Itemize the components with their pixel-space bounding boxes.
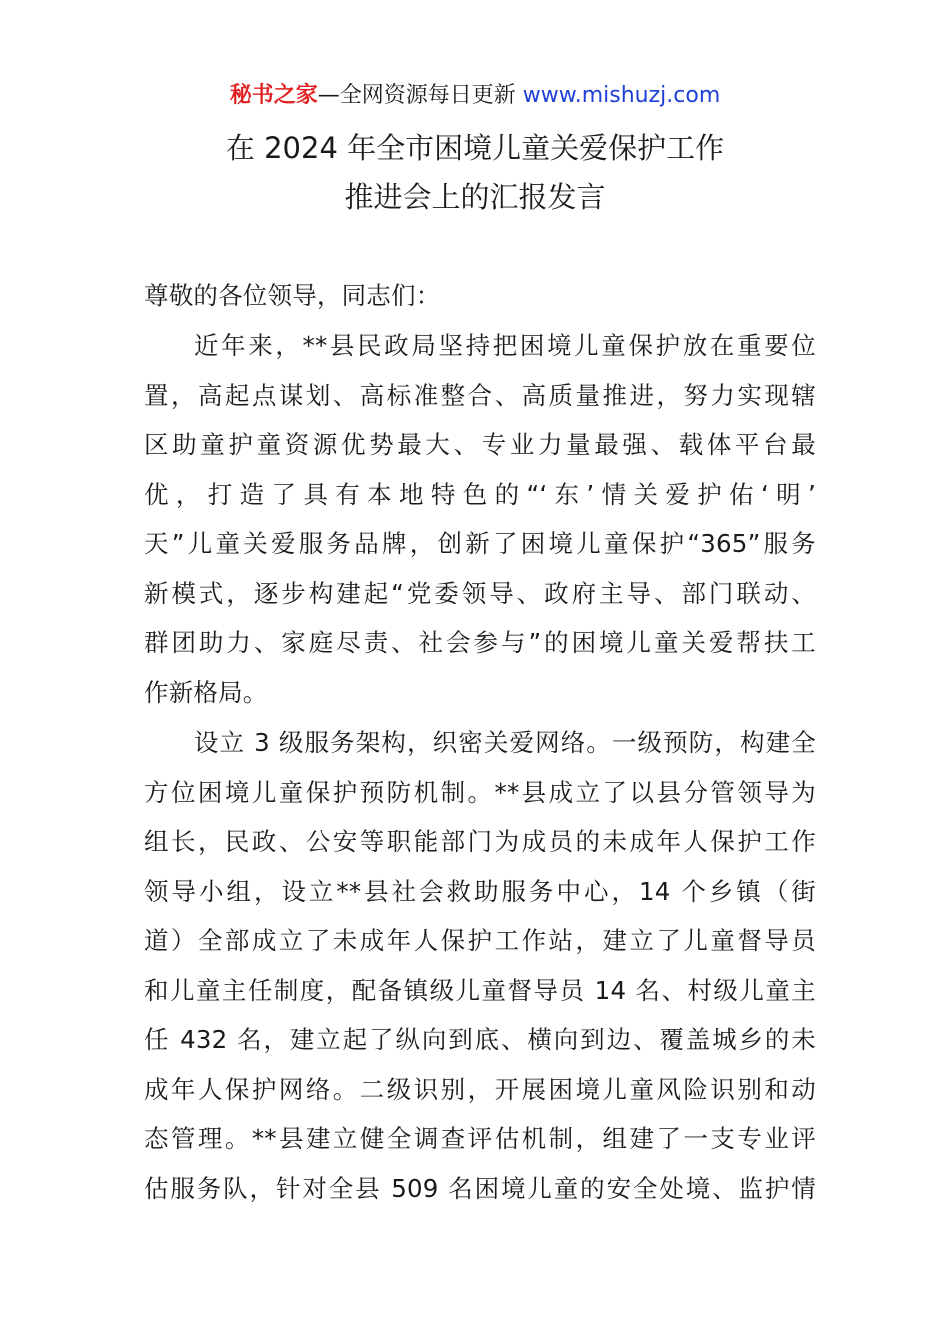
site-url-link[interactable]: www.mishuzj.com [522,83,721,108]
paragraph-line: 道）全部成立了未成年人保护工作站，建立了儿童督导员 [144,926,816,955]
paragraph-line: 优，打造了具有本地特色的“‘东’情关爱护佑‘明’ [144,479,816,509]
paragraph-line: 群团助力、家庭尽责、社会参与”的困境儿童关爱帮扶工 [144,628,816,657]
paragraph-line: 估服务队，针对全县 509 名困境儿童的安全处境、监护情 [144,1173,816,1203]
paragraph-line: 方位困境儿童保护预防机制。**县成立了以县分管领导为 [144,777,816,807]
paragraph-line: 新模式，逐步构建起“党委领导、政府主导、部门联动、 [144,578,816,608]
paragraph-line: 成年人保护网络。二级识别，开展困境儿童风险识别和动 [144,1074,816,1104]
paragraph-line: 设立 3 级服务架构，织密关爱网络。一级预防，构建全 [194,728,816,757]
paragraph-line: 和儿童主任制度，配备镇级儿童督导员 14 名、村级儿童主 [144,975,816,1005]
paragraph-2 [144,718,816,1213]
header-tagline: —全网资源每日更新 [317,83,516,108]
paragraph-line: 作新格局。 [144,677,268,707]
paragraph-line: 任 432 名，建立起了纵向到底、横向到边、覆盖城乡的未 [144,1025,816,1054]
salutation: 尊敬的各位领导，同志们： [144,281,441,310]
brand-name: 秘书之家 [229,83,318,108]
paragraph-line: 置，高起点谋划、高标准整合、高质量推进，努力实现辖 [144,380,816,410]
site-header [0,80,950,112]
paragraph-line: 领导小组，设立**县社会救助服务中心，14 个乡镇（街 [144,876,816,906]
salutation-block [144,271,816,321]
paragraph-line: 组长，民政、公安等职能部门为成员的未成年人保护工作 [144,827,816,856]
document-title-line-2: 推进会上的汇报发言 [344,180,606,214]
paragraph-line: 天”儿童关爱服务品牌，创新了困境儿童保护“365”服务 [144,529,816,558]
paragraph-line: 区助童护童资源优势最大、专业力量最强、载体平台最 [144,430,816,459]
paragraph-1 [144,321,816,717]
paragraph-line: 近年来，**县民政局坚持把困境儿童保护放在重要位 [194,331,816,360]
document-title-line-1: 在 2024 年全市困境儿童关爱保护工作 [225,131,725,165]
paragraph-line: 态管理。**县建立健全调查评估机制，组建了一支专业评 [144,1124,816,1153]
